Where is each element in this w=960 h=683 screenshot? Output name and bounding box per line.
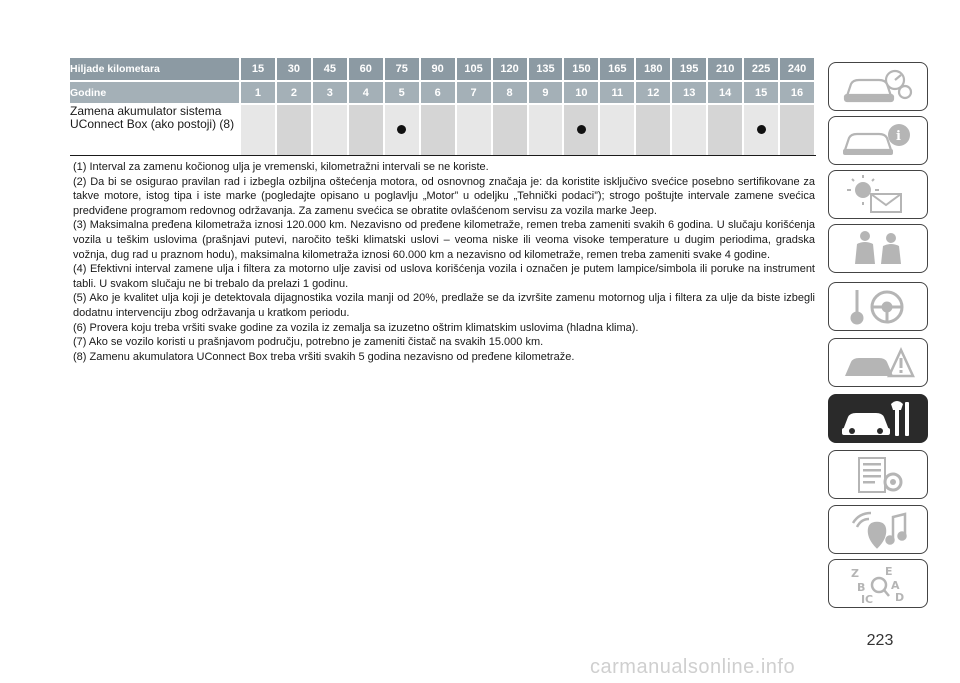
watermark: carmanualsonline.info	[590, 656, 796, 678]
multimedia-icon	[835, 509, 921, 551]
schedule-cell	[671, 104, 707, 155]
km-header-cell: 180	[635, 58, 671, 81]
km-header-cell: 30	[276, 58, 312, 81]
year-header-cell: 3	[312, 81, 348, 104]
schedule-cell	[779, 104, 815, 155]
year-header-cell: 4	[348, 81, 384, 104]
index-letter: D	[895, 590, 905, 604]
key-steering-wheel-icon	[835, 286, 921, 328]
year-header-cell: 11	[599, 81, 635, 104]
year-header-cell: 7	[456, 81, 492, 104]
seatbelt-airbag-icon	[835, 228, 921, 270]
schedule-cell	[599, 104, 635, 155]
table-row	[70, 104, 815, 155]
index-alphabet-icon	[835, 563, 921, 605]
km-header-cell: 15	[240, 58, 276, 81]
schedule-cell	[635, 104, 671, 155]
year-header-cell: 12	[635, 81, 671, 104]
footnote: (6) Provera koju treba vršiti svake godine za vozila iz zemalja sa izuzetno oštrim klimatskim uslovima (hladna klima).	[73, 321, 639, 334]
years-header-label: Godine	[70, 81, 240, 104]
table-bottom-rule	[70, 155, 816, 156]
footnote: (1) Interval za zamenu kočionog ulja je vremenski, kilometražni intervali se ne koriste.	[73, 161, 489, 173]
footnote: (4) Efektivni interval zamene ulja i filtera za motorno ulje zavisi od uslova korišćenja vozila i označen je putem lampice/simbola ili poruke na instrument tabli. U svakom slučaju ne bi trebalo da prelazi 1 godinu.	[73, 263, 815, 290]
schedule-cell	[312, 104, 348, 155]
schedule-cell	[563, 104, 599, 155]
service-mark-dot	[577, 125, 586, 134]
year-header-cell: 2	[276, 81, 312, 104]
footnote: (2) Da bi se osigurao pravilan rad i izbegla ozbiljna oštećenja motora, od osnovnog značaja je: da koristite isključivo svećice posebno sertifikovane za takve motore, istog tipa i iste marke (pogledajte opisano u poglavlju „Motor” u odeljku „Tehnički podaci”); strogo poštujte intervale zamene svećica predviđene programom redovnog održavanja. Za zamenu svećica se obratite ovlašćenom servisu za vozila marke Jeep.	[73, 175, 815, 217]
km-header-cell: 120	[492, 58, 528, 81]
row-label: Zamena akumulator sistema UConnect Box (ako postoji) (8)	[70, 104, 240, 155]
maintenance-schedule-table	[70, 58, 816, 155]
index-letter: A	[891, 578, 900, 592]
svg-text:i: i	[896, 128, 901, 144]
schedule-cell	[384, 104, 420, 155]
index-letter: E	[885, 564, 893, 578]
year-header-cell: 5	[384, 81, 420, 104]
km-header-cell: 45	[312, 58, 348, 81]
year-header-cell: 1	[240, 81, 276, 104]
km-header-cell: 195	[671, 58, 707, 81]
km-header-row	[70, 58, 815, 81]
km-header-label: Hiljade kilometara	[70, 58, 240, 81]
km-header-cell: 240	[779, 58, 815, 81]
car-dashboard-icon	[835, 66, 921, 108]
km-header-cell: 105	[456, 58, 492, 81]
schedule-cell	[492, 104, 528, 155]
year-header-cell: 15	[743, 81, 779, 104]
schedule-cell	[456, 104, 492, 155]
km-header-cell: 210	[707, 58, 743, 81]
tab-technical-data[interactable]	[828, 450, 928, 499]
years-header-row	[70, 81, 815, 104]
km-header-cell: 90	[420, 58, 456, 81]
tab-key-steering[interactable]	[828, 282, 928, 331]
schedule-cell	[707, 104, 743, 155]
service-mark-dot	[397, 125, 406, 134]
tab-car-info[interactable]	[828, 116, 928, 165]
year-header-cell: 16	[779, 81, 815, 104]
schedule-cell	[348, 104, 384, 155]
car-emergency-icon	[835, 342, 921, 384]
km-header-cell: 60	[348, 58, 384, 81]
year-header-cell: 8	[492, 81, 528, 104]
year-header-cell: 13	[671, 81, 707, 104]
footnote: (7) Ako se vozilo koristi u prašnjavom području, potrebno je zameniti čistač na svakih 15.000 km.	[73, 336, 544, 349]
tab-car-maintenance[interactable]	[828, 394, 928, 443]
footnote: (5) Ako je kvalitet ulja koji je detektovala dijagnostika vozila manji od 20%, predlaže se da izvršite zamenu motornog ulja i filtera za ulje da biste izbegli dodatnu intervenciju zbog održavanja u kratkom periodu.	[73, 292, 815, 319]
footnote: (3) Maksimalna pređena kilometraža iznosi 120.000 km. Nezavisno od pređene kilometraže, remen treba zameniti svakih 6 godina. U slučaju korišćenja vozila u teškim uslovima (prašnjavi putevi, naročito teški klimatski uslovi – veoma niske ili veoma visoke temperature u dugim periodima, gradska vožnja, dug rad u praznom hodu), maksimalna kilometraža iznosi 60.000 km a nezavisno od kilometraže, remen treba zameniti svake 4 godine.	[73, 219, 815, 261]
car-maintenance-icon	[835, 398, 921, 440]
index-letter: Z	[851, 566, 859, 580]
km-header-cell: 135	[528, 58, 564, 81]
km-header-cell: 150	[563, 58, 599, 81]
km-header-cell: 165	[599, 58, 635, 81]
tab-warning-lights[interactable]	[828, 170, 928, 219]
index-letter: B	[857, 580, 866, 594]
schedule-cell	[240, 104, 276, 155]
tab-seatbelt-airbag[interactable]	[828, 224, 928, 273]
schedule-cell	[743, 104, 779, 155]
car-info-icon	[835, 120, 921, 162]
year-header-cell: 9	[528, 81, 564, 104]
page-number: 223	[866, 632, 894, 649]
tab-index[interactable]	[828, 559, 928, 608]
year-header-cell: 6	[420, 81, 456, 104]
footnotes	[73, 160, 815, 364]
tab-multimedia[interactable]	[828, 505, 928, 554]
index-letter: C	[865, 592, 874, 605]
schedule-cell	[528, 104, 564, 155]
service-mark-dot	[757, 125, 766, 134]
footnote: (8) Zamenu akumulatora UConnect Box treba vršiti svakih 5 godina nezavisno od pređene kilometraže.	[73, 350, 575, 363]
schedule-cell	[420, 104, 456, 155]
tab-car-dashboard[interactable]	[828, 62, 928, 111]
warning-lights-message-icon	[835, 174, 921, 216]
schedule-cell	[276, 104, 312, 155]
technical-data-icon	[835, 454, 921, 496]
year-header-cell: 10	[563, 81, 599, 104]
tab-car-emergency[interactable]	[828, 338, 928, 387]
km-header-cell: 225	[743, 58, 779, 81]
index-letter: I	[861, 592, 866, 605]
year-header-cell: 14	[707, 81, 743, 104]
km-header-cell: 75	[384, 58, 420, 81]
